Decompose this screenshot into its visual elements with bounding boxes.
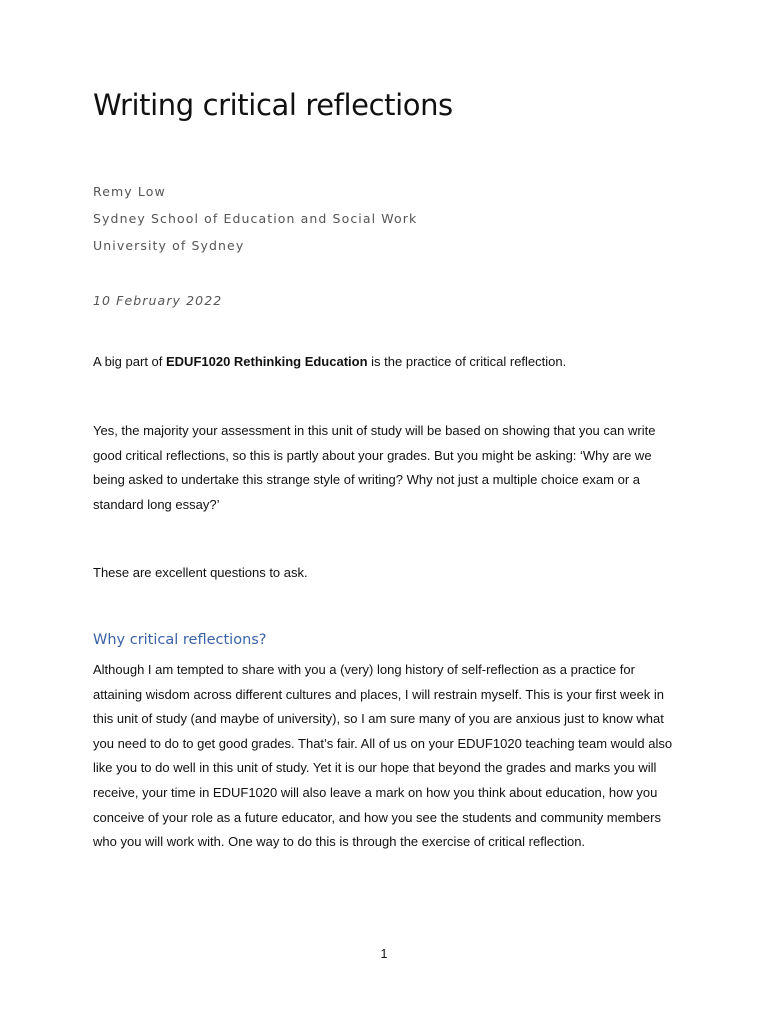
page-number: 1	[380, 947, 388, 961]
reflection-paragraph	[93, 658, 678, 855]
paragraph-line: you need to do to get good grades. That’s fair. All of us on your EDUF1020 teaching team would also	[93, 735, 673, 751]
paragraph-line: this unit of study (and maybe of university), so I am sure many of you are anxious just to know what	[93, 711, 664, 727]
paragraph-line: standard long essay?’	[93, 496, 220, 512]
intro-text-before: A big part of	[93, 354, 166, 369]
section-heading: Why critical reflections?	[93, 632, 267, 648]
paragraph-line: attaining wisdom across different cultures and places, I will restrain myself. This is your first week in	[93, 686, 665, 702]
questions-paragraph	[93, 561, 678, 586]
intro-line	[93, 350, 678, 375]
paragraph-line: These are excellent questions to ask.	[93, 565, 308, 580]
unit-name-bold: EDUF1020 Rethinking Education	[166, 354, 368, 369]
assessment-paragraph	[93, 419, 678, 517]
paragraph-line: conceive of your role as a future educator, and how you see the students and community members	[93, 809, 661, 825]
paragraph-line: Although I am tempted to share with you a (very) long history of self-reflection as a practice for	[93, 662, 635, 677]
author-name: Remy Low	[93, 184, 166, 199]
document-title: Writing critical reflections	[93, 88, 453, 122]
intro-text-after: is the practice of critical reflection.	[367, 354, 567, 369]
paragraph-line: Yes, the majority your assessment in this unit of study will be based on showing that you can write	[93, 423, 656, 438]
author-university: University of Sydney	[93, 238, 245, 253]
paragraph-line: being asked to undertake this strange style of writing? Why not just a multiple choice exam or a	[93, 472, 641, 488]
paragraph-line: good critical reflections, so this is partly about your grades. But you might be asking: ‘Why are we	[93, 447, 652, 463]
paragraph-line: receive, your time in EDUF1020 will also leave a mark on how you think about education, how you	[93, 784, 658, 800]
paragraph-line: who you will work with. One way to do this is through the exercise of critical reflection.	[93, 834, 586, 850]
paragraph-line: like you to do well in this unit of study. Yet it is our hope that beyond the grades and marks you will	[93, 760, 657, 776]
author-school: Sydney School of Education and Social Work	[93, 211, 418, 226]
document-date: 10 February 2022	[93, 293, 223, 308]
intro-paragraph	[93, 350, 678, 375]
